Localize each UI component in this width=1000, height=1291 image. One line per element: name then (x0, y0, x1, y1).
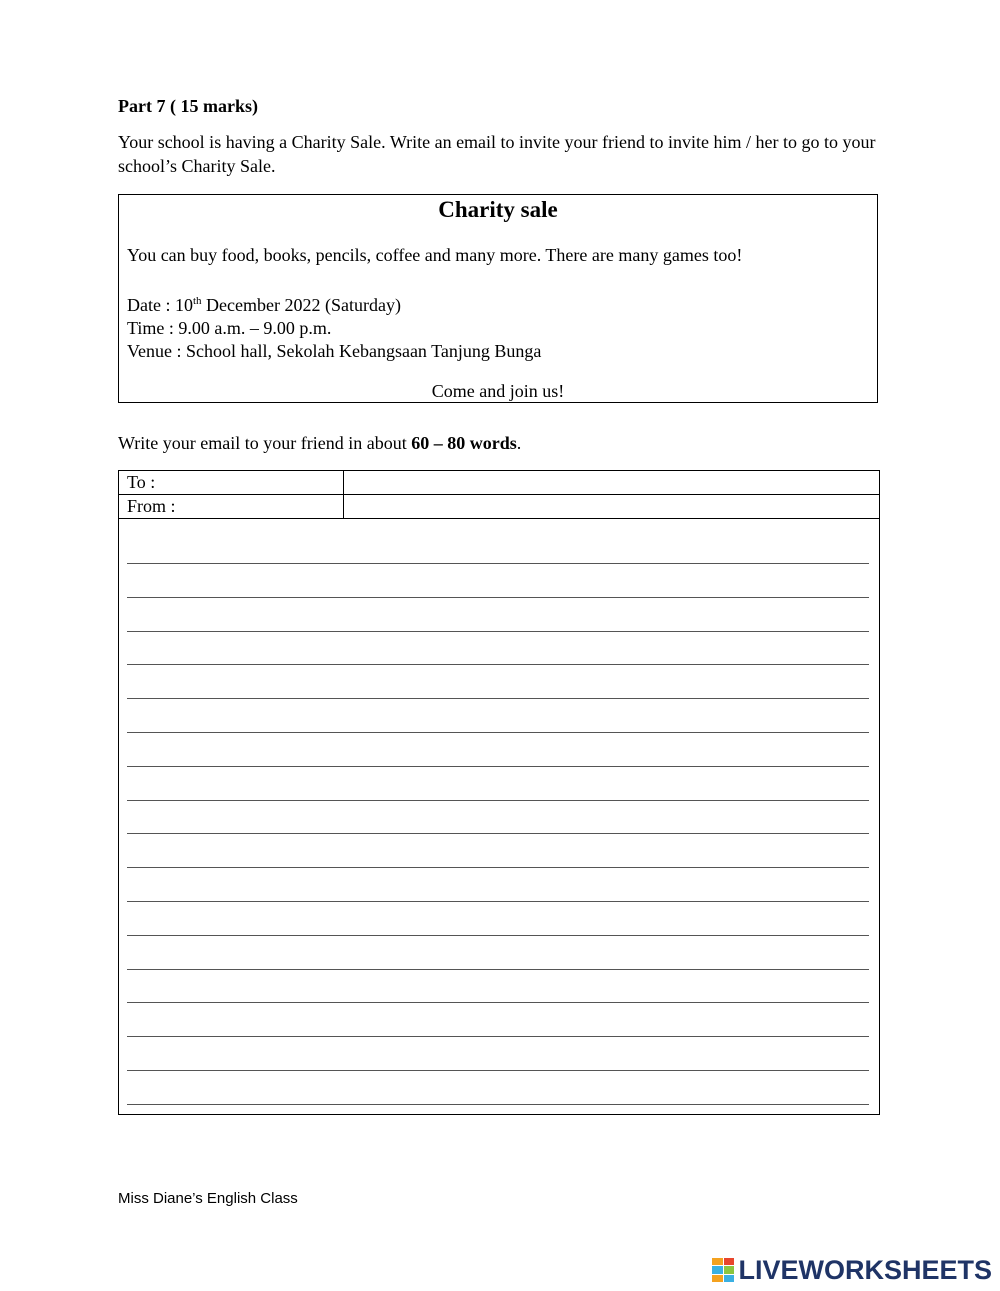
writing-line (127, 664, 869, 665)
logo-block (712, 1275, 723, 1282)
notice-closing: Come and join us! (431, 381, 565, 401)
writing-line (127, 732, 869, 733)
writing-line (127, 901, 869, 902)
writing-line (127, 597, 869, 598)
notice-date: Date : 10th December 2022 (Saturday) (127, 295, 401, 315)
charity-sale-notice (118, 194, 878, 403)
email-writing-area[interactable] (127, 519, 869, 1114)
writing-line (127, 631, 869, 632)
logo-block (724, 1275, 735, 1282)
word-count-prompt: Write your email to your friend in about 60 – 80 words. (118, 433, 522, 453)
from-label: From : (119, 495, 344, 518)
brand-name: LIVEWORKSHEETS (738, 1254, 992, 1285)
to-row (119, 471, 879, 495)
notice-time: Time : 9.00 a.m. – 9.00 p.m. (127, 318, 332, 338)
part-heading: Part 7 ( 15 marks) (118, 96, 258, 116)
liveworksheets-brand (712, 1254, 992, 1286)
writing-line (127, 969, 869, 970)
writing-line (127, 563, 869, 564)
writing-line (127, 1104, 869, 1105)
logo-block (712, 1258, 723, 1265)
liveworksheets-logo-icon (712, 1258, 734, 1282)
from-field[interactable] (344, 495, 879, 518)
writing-line (127, 1036, 869, 1037)
task-instruction: Your school is having a Charity Sale. Write an email to invite your friend to invite him / her to go to your school’s Charity Sale. (118, 132, 876, 176)
to-label: To : (119, 471, 344, 494)
logo-block (724, 1266, 735, 1273)
writing-line (127, 833, 869, 834)
writing-line (127, 935, 869, 936)
writing-line (127, 1002, 869, 1003)
writing-line (127, 1070, 869, 1071)
writing-line (127, 867, 869, 868)
email-form (118, 470, 880, 1115)
logo-block (724, 1258, 735, 1265)
from-row (119, 495, 879, 519)
notice-description: You can buy food, books, pencils, coffee and many more. There are many games too! (127, 245, 743, 265)
notice-title: Charity sale (438, 197, 558, 222)
writing-line (127, 800, 869, 801)
footer-class-name: Miss Diane’s English Class (118, 1190, 298, 1207)
writing-line (127, 698, 869, 699)
writing-line (127, 766, 869, 767)
to-field[interactable] (344, 471, 879, 494)
logo-block (712, 1266, 723, 1273)
notice-venue: Venue : School hall, Sekolah Kebangsaan Tanjung Bunga (127, 341, 542, 361)
notice-details (127, 290, 541, 363)
